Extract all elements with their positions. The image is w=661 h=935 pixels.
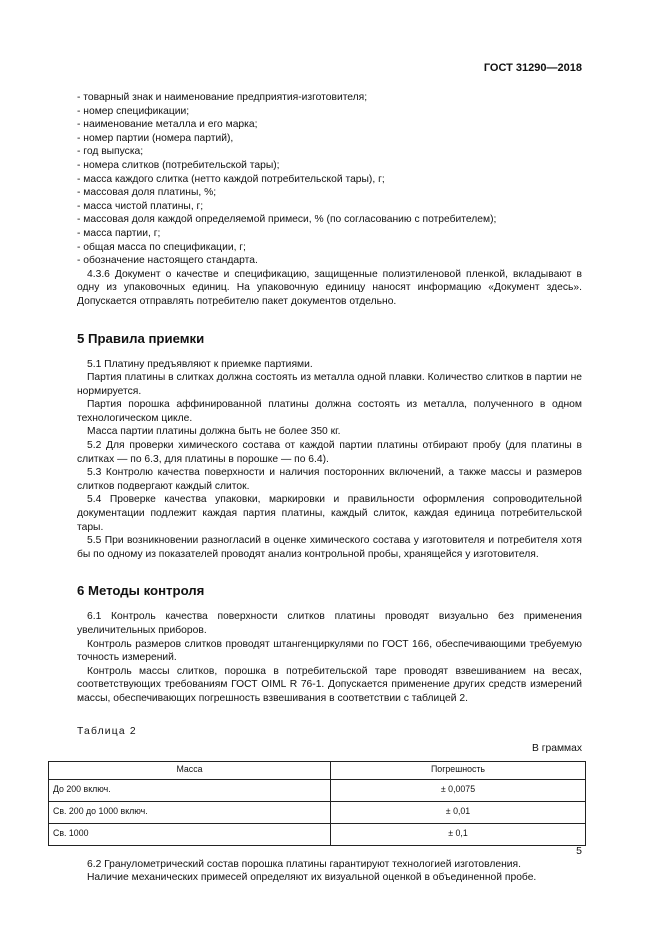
list-item: - масса партии, г;	[77, 227, 161, 239]
mass-cell: Св. 1000	[49, 823, 331, 845]
list-item: - массовая доля каждой определяемой примеси, % (по согласованию с потребителем);	[77, 214, 497, 226]
paragraph: 5.4 Проверке качества упаковки, маркировки и правильности оформления сопроводительной документации подлежит каждая партия платины, каждый слиток, каждая единица потребительской тары.	[77, 494, 582, 533]
column-header-error: Погрешность	[331, 761, 586, 779]
paragraph-6-2: 6.2 Гранулометрический состав порошка платины гарантируют технологией изготовления.	[87, 858, 521, 870]
paragraph: Наличие механических примесей определяют их визуальной оценкой в объединенной пробе.	[87, 872, 537, 884]
table-header-row	[49, 761, 586, 779]
mass-cell: Св. 200 до 1000 включ.	[49, 801, 331, 823]
paragraph: Масса партии платины должна быть не более 350 кг.	[87, 426, 341, 438]
paragraph: 5.5 При возникновении разногласий в оценке химического состава у изготовителя и потребителя хотя бы по одному из показателей проводят анализ контрольной пробы, хранящейся у изготовителя.	[77, 535, 582, 560]
page-number: 5	[576, 845, 582, 857]
paragraph: 5.1 Платину предъявляют к приемке партиями.	[87, 358, 313, 370]
mass-cell: До 200 включ.	[49, 779, 331, 801]
paragraph: Контроль массы слитков, порошка в потребительской таре проводят взвешиванием на весах, соответствующих требованиям ГОСТ OIML R 76-1. Допускается применение других средств измерений массы, обеспечивающих погрешность взвешивания в соответствии с таблицей 2.	[77, 665, 582, 704]
list-item: - массовая доля платины, %;	[77, 187, 217, 199]
requisites-list	[77, 91, 582, 268]
paragraph: Контроль размеров слитков проводят штангенциркулями по ГОСТ 166, обеспечивающими требуемую точность измерений.	[77, 638, 582, 664]
error-cell: ± 0,0075	[331, 779, 586, 801]
table-caption: Таблица 2	[77, 725, 137, 737]
list-item: - номер партии (номера партий),	[77, 132, 234, 144]
error-cell: ± 0,1	[331, 823, 586, 845]
table-row	[49, 779, 586, 801]
paragraph: 5.2 Для проверки химического состава от каждой партии платины отбирают пробу (для платины в слитках — по 6.3, для платины в порошке — по 6.4).	[77, 440, 582, 465]
list-item: - товарный знак и наименование предприятия-изготовителя;	[77, 92, 368, 103]
section-5-title: 5 Правила приемки	[77, 330, 205, 346]
document-code: ГОСТ 31290—2018	[483, 62, 582, 74]
list-item: - номер спецификации;	[77, 105, 190, 117]
list-item: - масса каждого слитка (нетто каждой потребительской тары), г;	[77, 173, 385, 185]
list-item: - номера слитков (потребительской тары);	[77, 159, 280, 171]
list-item: - наименование металла и его марка;	[77, 119, 258, 131]
column-header-mass: Масса	[49, 761, 331, 779]
list-item: - масса чистой платины, г;	[77, 200, 204, 212]
error-cell: ± 0,01	[331, 801, 586, 823]
paragraph: Партия порошка аффинированной платины должна состоять из металла, полученного в одном технологическом цикле.	[77, 399, 582, 424]
paragraph-4-3-6: 4.3.6 Документ о качестве и спецификацию, защищенные полиэтиленовой пленкой, вкладывают в одну из упаковочных единиц. На упаковочную единицу наносят информацию «Документ здесь». Допускается отправлять потребителю пакет документов отдельно.	[77, 268, 582, 307]
table-row	[49, 823, 586, 845]
table-row	[49, 801, 586, 823]
list-item: - общая масса по спецификации, г;	[77, 241, 246, 253]
table-unit: В граммах	[532, 743, 582, 755]
page-content	[53, 91, 582, 885]
list-item: - год выпуска;	[77, 146, 144, 158]
paragraph: 6.1 Контроль качества поверхности слитков платины проводят визуально без применения увеличительных приборов.	[77, 611, 582, 636]
paragraph: 5.3 Контролю качества поверхности и наличия посторонних включений, а также массы и размеров слитков подвергают каждый слиток.	[77, 467, 582, 492]
paragraph: Партия платины в слитках должна состоять из металла одной плавки. Количество слитков в партии не нормируется.	[77, 372, 582, 397]
list-item: - обозначение настоящего стандарта.	[77, 255, 258, 267]
section-6-title: 6 Методы контроля	[77, 583, 205, 599]
table-2	[48, 761, 586, 846]
